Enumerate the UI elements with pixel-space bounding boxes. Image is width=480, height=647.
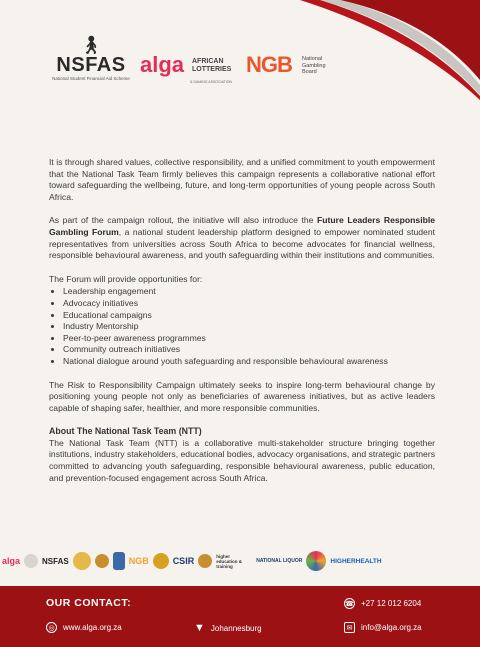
contact-heading: OUR CONTACT: xyxy=(46,597,132,609)
forum-opportunities-intro: The Forum will provide opportunities for: xyxy=(49,273,203,284)
contact-phone[interactable] xyxy=(344,598,421,609)
location-pin-icon: ▼ xyxy=(194,622,205,634)
paragraph-shared-values: It is through shared values, collective responsibility, and a unified commitment to youth empowerment that the National Task Team firmly believes this campaign represents a collaborative national effort toward safeguarding the wellbeing, future, and long-term opportunities of young people across South Africa. xyxy=(49,157,435,202)
partner-logo-nsfas: NSFAS xyxy=(42,556,69,566)
globe-icon: ◎ xyxy=(46,622,57,633)
list-item: • Advocacy initiatives xyxy=(63,298,435,310)
partner-logo-alga: alga xyxy=(2,556,21,566)
email-link: info@alga.org.za xyxy=(361,623,422,632)
forum-opportunities-list xyxy=(49,286,435,367)
phone-number: +27 12 012 6204 xyxy=(361,599,422,608)
contact-location xyxy=(194,622,262,634)
contact-email[interactable] xyxy=(344,622,422,633)
partner-logo-arms xyxy=(198,554,212,568)
paragraph-forum-intro xyxy=(49,215,435,261)
ngb-logo-text: NGB xyxy=(246,52,292,77)
list-item: • Educational campaigns xyxy=(63,310,435,322)
ngb-logo-tagline: National Gambling Board xyxy=(302,56,326,75)
partner-logo-crest xyxy=(113,552,125,570)
phone-icon: ☎ xyxy=(344,598,355,609)
header-logos xyxy=(46,36,420,96)
partner-logo-ngb: NGB xyxy=(128,556,149,566)
partner-logo-badge xyxy=(153,553,169,569)
partner-logo-national-liquor: NATIONAL LIQUOR xyxy=(256,558,303,564)
ntt-heading: About The National Task Team (NTT) xyxy=(49,426,202,437)
list-item: • Peer-to-peer awareness programmes xyxy=(63,333,435,345)
forum-name: Future Leaders Responsible Gambling Forum xyxy=(49,215,435,237)
partner-logo-coat-of-arms xyxy=(95,554,109,568)
ngb-logo xyxy=(246,52,356,92)
list-item: • Leadership engagement xyxy=(63,286,435,298)
contact-footer xyxy=(0,586,480,647)
paragraph-ntt-description: The National Task Team (NTT) is a collaborative multi-stakeholder structure bringing together institutions, industry stakeholders, educational bodies, advocacy organisations, and strategic partners committed to advancing youth safeguarding, responsible behavioural awareness, public education, and prevention-focused engagement across South Africa. xyxy=(49,437,435,483)
nsfas-logo xyxy=(46,36,136,96)
alga-logo-subtagline: & GAMING ASSOCIATION xyxy=(190,80,232,84)
partner-logo-higher-health: HIGHERHEALTH xyxy=(330,557,382,565)
list-item: • Community outreach initiatives xyxy=(63,344,435,356)
partner-logo-emblem xyxy=(73,552,91,570)
alga-logo-text: alga xyxy=(140,52,185,77)
nsfas-logo-text: NSFAS xyxy=(56,54,126,76)
list-item: • National dialogue around youth safeguarding and responsible behavioural awareness xyxy=(63,356,435,368)
alga-logo xyxy=(140,52,250,92)
partner-logos-strip xyxy=(0,546,480,576)
partner-logo-higher-education: higher education & training xyxy=(216,553,242,569)
nsfas-logo-subtitle: National Student Financial Aid Scheme xyxy=(52,76,130,81)
paragraph-campaign-goal: The Risk to Responsibility Campaign ultimately seeks to inspire long-term behavioural change by positioning young people not only as beneficiaries of awareness initiatives, but as active leaders capable of shaping safer, healthier, and more responsible communities. xyxy=(49,379,435,413)
nsfas-figure-icon: 🚶︎ xyxy=(79,35,103,55)
partner-logo-seal xyxy=(24,554,38,568)
contact-website[interactable] xyxy=(46,622,122,633)
forum-intro-text-start: As part of the campaign rollout, the initiative will also introduce the xyxy=(49,215,318,226)
website-link: www.alga.org.za xyxy=(63,623,122,632)
mail-icon: ✉ xyxy=(344,622,355,633)
list-item: • Industry Mentorship xyxy=(63,321,435,333)
alga-logo-tagline: AFRICAN LOTTERIES xyxy=(192,58,232,73)
partner-logo-csir: CSIR xyxy=(172,556,195,566)
document-body xyxy=(49,157,435,496)
partner-logo-circle xyxy=(306,551,326,571)
forum-intro-text-end: , a national student leadership platform designed to empower nominated student representatives from universities across South Africa to become advocates for financial wellness, responsible behavioural awareness, and youth safeguarding within their institutions and communities. xyxy=(49,226,436,261)
location-text: Johannesburg xyxy=(210,623,262,633)
